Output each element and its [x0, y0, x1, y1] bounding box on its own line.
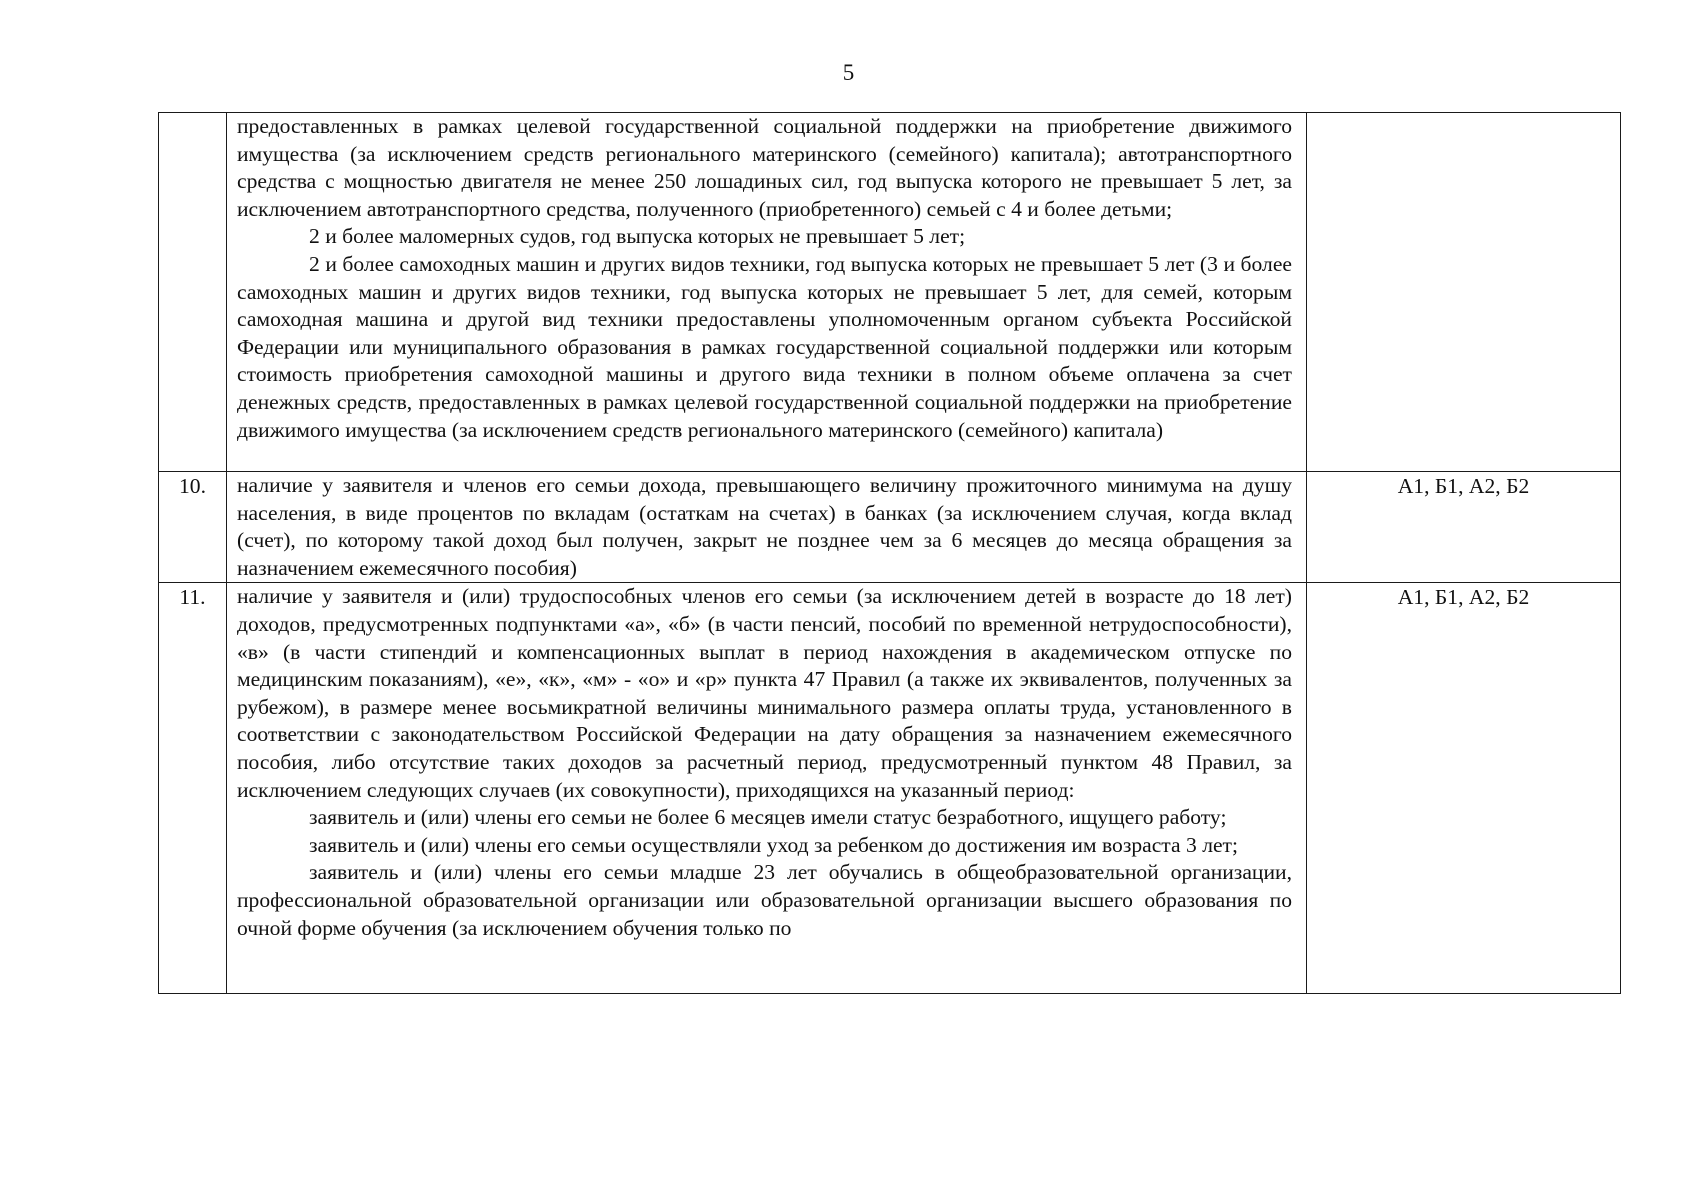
page-number: 5 — [842, 60, 855, 85]
paragraph: заявитель и (или) члены его семьи младше 23 лет обучались в общеобразовательной организации, профессиональной образовательной организации или образовательной организации высшего образования по очной форме обучения (за исключением обучения только по — [237, 860, 1292, 940]
row-category: А1, Б1, А2, Б2 — [1307, 583, 1621, 994]
criteria-table — [158, 112, 1621, 994]
row-number — [159, 113, 227, 472]
table-row — [159, 472, 1621, 583]
row-text — [227, 113, 1307, 472]
paragraph: заявитель и (или) члены его семьи осуществляли уход за ребенком до достижения им возраста 3 лет; — [309, 832, 1238, 857]
paragraph: наличие у заявителя и (или) трудоспособных членов его семьи (за исключением детей в возрасте до 18 лет) доходов, предусмотренных подпунктами «а», «б» (в части пенсий, пособий по временной нетрудоспособности), «в» (в части стипендий и компенсационных выплат в период нахождения в академическом отпуске по медицинским показаниям), «е», «к», «м» - «о» и «р» пункта 47 Правил (а также их эквивалентов, полученных за рубежом), в размере менее восьмикратной величины минимального размера оплаты труда, установленного в соответствии с законодательством Российской Федерации на дату обращения за назначением ежемесячного пособия, либо отсутствие таких доходов за расчетный период, предусмотренный пунктом 48 Правил, за исключением следующих случаев (их совокупности), приходящихся на указанный период: — [237, 584, 1292, 802]
paragraph: 2 и более самоходных машин и других видов техники, год выпуска которых не превышает 5 лет (3 и более самоходных машин и других видов техники, год выпуска которых не превышает 5 лет, для семей, которым самоходная машина и другой вид техники предоставлены уполномоченным органом субъекта Российской Федерации или муниципального образования в рамках государственной социальной поддержки или которым стоимость приобретения самоходной машины и другого вида техники в полном объеме оплачена за счет денежных средств, предоставленных в рамках целевой государственной социальной поддержки на приобретение движимого имущества (за исключением средств регионального материнского (семейного) капитала) — [237, 251, 1292, 442]
paragraph: заявитель и (или) члены его семьи не более 6 месяцев имели статус безработного, ищущего работу; — [309, 805, 1227, 830]
paragraph: предоставленных в рамках целевой государственной социальной поддержки на приобретение движимого имущества (за исключением средств регионального материнского (семейного) капитала); автотранспортного средства с мощностью двигателя не менее 250 лошадиных сил, год выпуска которого не превышает 5 лет, за исключением автотранспортного средства, полученного (приобретенного) семьей с 4 и более детьми; — [237, 114, 1292, 221]
row-category: А1, Б1, А2, Б2 — [1307, 472, 1621, 583]
row-text — [227, 583, 1307, 994]
row-number: 11. — [159, 583, 227, 994]
row-number: 10. — [159, 472, 227, 583]
paragraph: наличие у заявителя и членов его семьи дохода, превышающего величину прожиточного минимума на душу населения, в виде процентов по вкладам (остаткам на счетах) в банках (за исключением случая, когда вклад (счет), по которому такой доход был получен, закрыт не позднее чем за 6 месяцев до месяца обращения за назначением ежемесячного пособия) — [237, 473, 1292, 580]
table-row — [159, 583, 1621, 994]
table-row — [159, 113, 1621, 472]
row-text — [227, 472, 1307, 583]
row-category — [1307, 113, 1621, 472]
paragraph: 2 и более маломерных судов, год выпуска которых не превышает 5 лет; — [309, 224, 966, 249]
